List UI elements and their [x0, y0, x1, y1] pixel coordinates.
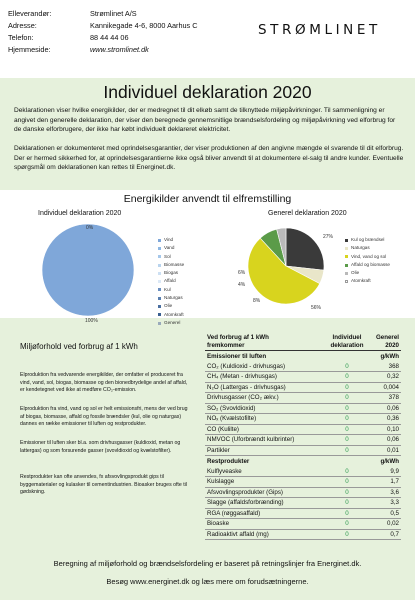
legend-swatch	[158, 313, 161, 316]
legend-item	[158, 294, 184, 302]
brand-logo: STRØMLINET	[258, 22, 381, 38]
legend-label: Vind, vand og sol	[351, 253, 387, 259]
contact-info	[8, 8, 198, 56]
legend-swatch	[158, 280, 161, 283]
legend-item	[158, 236, 184, 244]
table-row	[205, 414, 401, 425]
legend-item	[158, 311, 184, 319]
table-cell: Kulslagge	[205, 477, 327, 488]
chart-title-general: Generel deklaration 2020	[268, 210, 347, 217]
table-cell: 0	[327, 361, 367, 372]
legend-label: Naturgas	[351, 245, 370, 251]
contact-row-website	[8, 44, 198, 56]
legend-item	[345, 244, 390, 252]
table-cell: 0	[327, 372, 367, 383]
table-cell: Afsvovlingsprodukter (Gips)	[205, 487, 327, 498]
table-row	[205, 393, 401, 404]
legend-swatch	[345, 247, 348, 250]
table-row	[205, 529, 401, 540]
legend-label: Atomkraft	[351, 278, 371, 284]
legend-item	[345, 269, 390, 277]
table-cell: 378	[367, 393, 401, 404]
legend-label: Atomkraft	[164, 311, 184, 317]
contact-label: Elleverandør:	[8, 9, 52, 18]
table-cell: RGA (røggasaffald)	[205, 508, 327, 519]
table-cell: Drivhusgasser (CO₂ ækv.)	[205, 393, 327, 404]
section-header-emissions: Emissioner til luften g/kWh	[207, 352, 399, 360]
legend-item	[345, 277, 390, 285]
header-cell: Individuel deklaration	[330, 334, 364, 349]
table-cell: 0	[327, 424, 367, 435]
legend-swatch	[345, 280, 348, 283]
table-row	[205, 382, 401, 393]
intro-paragraph: Deklarationen er dokumenteret med oprindelsesgarantier, der viser produktionen af den angivne mængde el svarende til dit elforbrug. Der er hermed sikkerhed for, at oprindelsesgarantierne ikke også bliver anvendt til at dokumentere el-salg til andre kunder. Eventuelle spørgsmål om deklarationen kan rettes til Energinet.dk.	[14, 145, 404, 172]
pie-slice-kul-og-brændsel	[286, 228, 324, 270]
legend-item	[345, 253, 390, 261]
pie-slice-vind	[42, 224, 134, 316]
intro-paragraph: Deklarationen viser hvilke energikilder, der er medregnet til dit elkøb samt de tilknyttede miljøpåvirkninger. Til sammenligning er angivet den generelle deklaration, der viser den beregnede gennemsnitlige brændselsfordeling og miljøpåvirkning ved elforbrug for de danske elforbrugere, der ikke har købt individuelt deklareret elektricitet.	[14, 107, 396, 134]
table-cell: 0,004	[367, 382, 401, 393]
legend-label: Affald og biomasse	[351, 261, 390, 267]
table-cell: 0,32	[367, 372, 401, 383]
table-cell: 0	[327, 393, 367, 404]
legend-item	[158, 261, 184, 269]
pie-chart-individual	[40, 222, 140, 322]
table-row	[205, 487, 401, 498]
table-cell: Slagge (affaldsforbrænding)	[205, 498, 327, 509]
table-cell: CO₂ (Kuldioxid - drivhusgas)	[205, 361, 327, 372]
page-title: Individuel deklaration 2020	[103, 82, 312, 102]
environment-paragraph: Emissioner til luften sker bl.a. som drivhusgasser (kuldioxid, metan og lattergas) og som forsurende gasser (svovldioxid og kvælstofilter).	[20, 440, 181, 454]
table-cell: 1,7	[367, 477, 401, 488]
table-row	[205, 508, 401, 519]
environment-paragraph: Elproduktion fra vedvarende energikilder, der omfatter el produceret fra vind, vand, sol, biogas, biomasse og den bionedbrydelige andel af affald, er kendetegnet ved ikke at medføre CO₂-emission.	[20, 372, 188, 394]
table-cell: 0	[327, 519, 367, 530]
table-cell: CO (Kulilte)	[205, 424, 327, 435]
table-row	[205, 477, 401, 488]
legend-label: Kul og brændsel	[351, 237, 385, 242]
legend-label: Kul	[164, 286, 171, 292]
table-cell: 0,01	[367, 445, 401, 456]
legend-swatch	[345, 264, 348, 267]
legend-label: Biomasse	[164, 261, 185, 267]
table-row	[205, 519, 401, 530]
legend-label: Olie	[164, 303, 173, 309]
table-cell: 0	[327, 487, 367, 498]
table-row	[205, 445, 401, 456]
table-row	[205, 372, 401, 383]
table-cell: 0,06	[367, 403, 401, 414]
legend-item	[158, 319, 184, 327]
header-cell: Generel 2020	[375, 334, 399, 349]
pie-value-label: 0%	[86, 225, 94, 231]
legend-item	[158, 302, 184, 310]
pie-value-label: 27%	[323, 234, 334, 240]
legend-label: Affald	[164, 278, 176, 284]
legend-label: Olie	[351, 270, 360, 276]
table-row	[205, 435, 401, 446]
table-row	[205, 361, 401, 372]
legend-swatch	[158, 272, 161, 275]
legend-swatch	[158, 247, 161, 250]
table-cell: 0	[327, 435, 367, 446]
legend-item	[158, 253, 184, 261]
contact-label: Adresse:	[8, 21, 37, 30]
pie-value-label: 6%	[238, 270, 246, 276]
pie-value-label: 4%	[238, 282, 246, 288]
table-cell: Radioaktivt affald (mg)	[205, 529, 327, 540]
legend-item	[158, 286, 184, 294]
table-row	[205, 403, 401, 414]
table-cell: 0,10	[367, 424, 401, 435]
contact-value: Kannikegade 4-6, 8000 Aarhus C	[90, 21, 198, 30]
table-cell: 0	[327, 414, 367, 425]
table-cell: 0	[327, 508, 367, 519]
table-cell: 0	[327, 403, 367, 414]
legend-swatch	[158, 255, 161, 258]
table-cell: Kulflyveaske	[205, 466, 327, 477]
environment-title: Miljøforhold ved forbrug af 1 kWh	[20, 342, 138, 351]
legend-item	[345, 261, 390, 269]
section-header-residues: Restprodukter g/kWh	[207, 457, 399, 465]
emissions-table	[205, 334, 401, 540]
legend-individual	[158, 236, 184, 327]
contact-value: 88 44 44 06	[90, 33, 129, 42]
table-cell: 0	[327, 529, 367, 540]
table-cell: NMVOC (Uforbrændt kulbrinter)	[205, 435, 327, 446]
legend-general	[345, 236, 390, 286]
pie-value-label: 100%	[85, 318, 98, 324]
legend-swatch	[158, 322, 161, 325]
footer-text: Besøg www.energinet.dk og læs mere om forudsætningerne.	[106, 577, 309, 586]
contact-row-supplier	[8, 8, 198, 20]
legend-item	[158, 269, 184, 277]
table-cell: 0,5	[367, 508, 401, 519]
environment-paragraph: Elproduktion fra vind, vand og sol er helt emissionsfri, mens der ved brug af biogas, biomasse, affald og fossile brændsler (kul, olie og naturgas) dannes en række emissioner til luften og restprodukter.	[20, 406, 188, 428]
legend-swatch	[158, 239, 161, 242]
contact-value: Strømlinet A/S	[90, 9, 137, 18]
table-cell: CH₄ (Metan - drivhusgas)	[205, 372, 327, 383]
legend-label: Sol	[164, 253, 171, 259]
contact-row-address	[8, 20, 198, 32]
legend-swatch	[345, 255, 348, 258]
legend-item	[345, 236, 390, 244]
table-cell: 0	[327, 477, 367, 488]
table-cell: 0,02	[367, 519, 401, 530]
legend-swatch	[158, 288, 161, 291]
contact-label: Hjemmeside:	[8, 45, 51, 54]
legend-swatch	[158, 305, 161, 308]
table-cell: SO₂ (Svovldioxid)	[205, 403, 327, 414]
table-cell: 0,7	[367, 529, 401, 540]
legend-swatch	[345, 239, 348, 242]
legend-label: Vind	[164, 237, 174, 242]
table-header	[205, 334, 401, 351]
legend-label: Biogas	[164, 270, 179, 276]
chart-title-individual: Individuel deklaration 2020	[38, 210, 122, 217]
table-cell: 0,36	[367, 414, 401, 425]
table-cell: 368	[367, 361, 401, 372]
pie-value-label: 56%	[311, 305, 322, 311]
table-cell: 0	[327, 498, 367, 509]
environment-paragraph: Restprodukter kan ofte anvendes, fx afsvovlingsprodukt gips til byggematerialer og kulasker til cementindustrien. Bioasker bruges ofte til gødskning.	[20, 474, 187, 496]
contact-row-phone	[8, 32, 198, 44]
website-link[interactable]: www.stromlinet.dk	[90, 45, 149, 54]
table-cell: 3,3	[367, 498, 401, 509]
legend-item	[158, 277, 184, 285]
table-row	[205, 498, 401, 509]
legend-item	[158, 244, 184, 252]
header-cell: Ved forbrug af 1 kWh fremkommer	[207, 334, 269, 349]
legend-label: Naturgas	[164, 295, 183, 301]
energy-sources-title: Energikilder anvendt til elfremstilling	[123, 193, 292, 205]
table-cell: Partikler	[205, 445, 327, 456]
table-cell: 3,6	[367, 487, 401, 498]
legend-swatch	[345, 272, 348, 275]
table-cell: NOₓ (Kvælstofilte)	[205, 414, 327, 425]
legend-swatch	[158, 264, 161, 267]
table-cell: N₂O (Lattergas - drivhusgas)	[205, 382, 327, 393]
legend-label: Vand	[164, 245, 175, 251]
table-cell: Bioaske	[205, 519, 327, 530]
table-cell: 0	[327, 445, 367, 456]
legend-label: Generel	[164, 319, 181, 325]
table-row	[205, 466, 401, 477]
pie-value-label: 8%	[253, 298, 261, 304]
table-row	[205, 424, 401, 435]
footer-text: Beregning af miljøforhold og brændselsfordeling er baseret på retningslinjer fra Energinet.dk.	[53, 559, 362, 568]
table-cell: 0,06	[367, 435, 401, 446]
table-cell: 0	[327, 466, 367, 477]
table-cell: 9,9	[367, 466, 401, 477]
contact-label: Telefon:	[8, 33, 34, 42]
table-cell: 0	[327, 382, 367, 393]
legend-swatch	[158, 297, 161, 300]
